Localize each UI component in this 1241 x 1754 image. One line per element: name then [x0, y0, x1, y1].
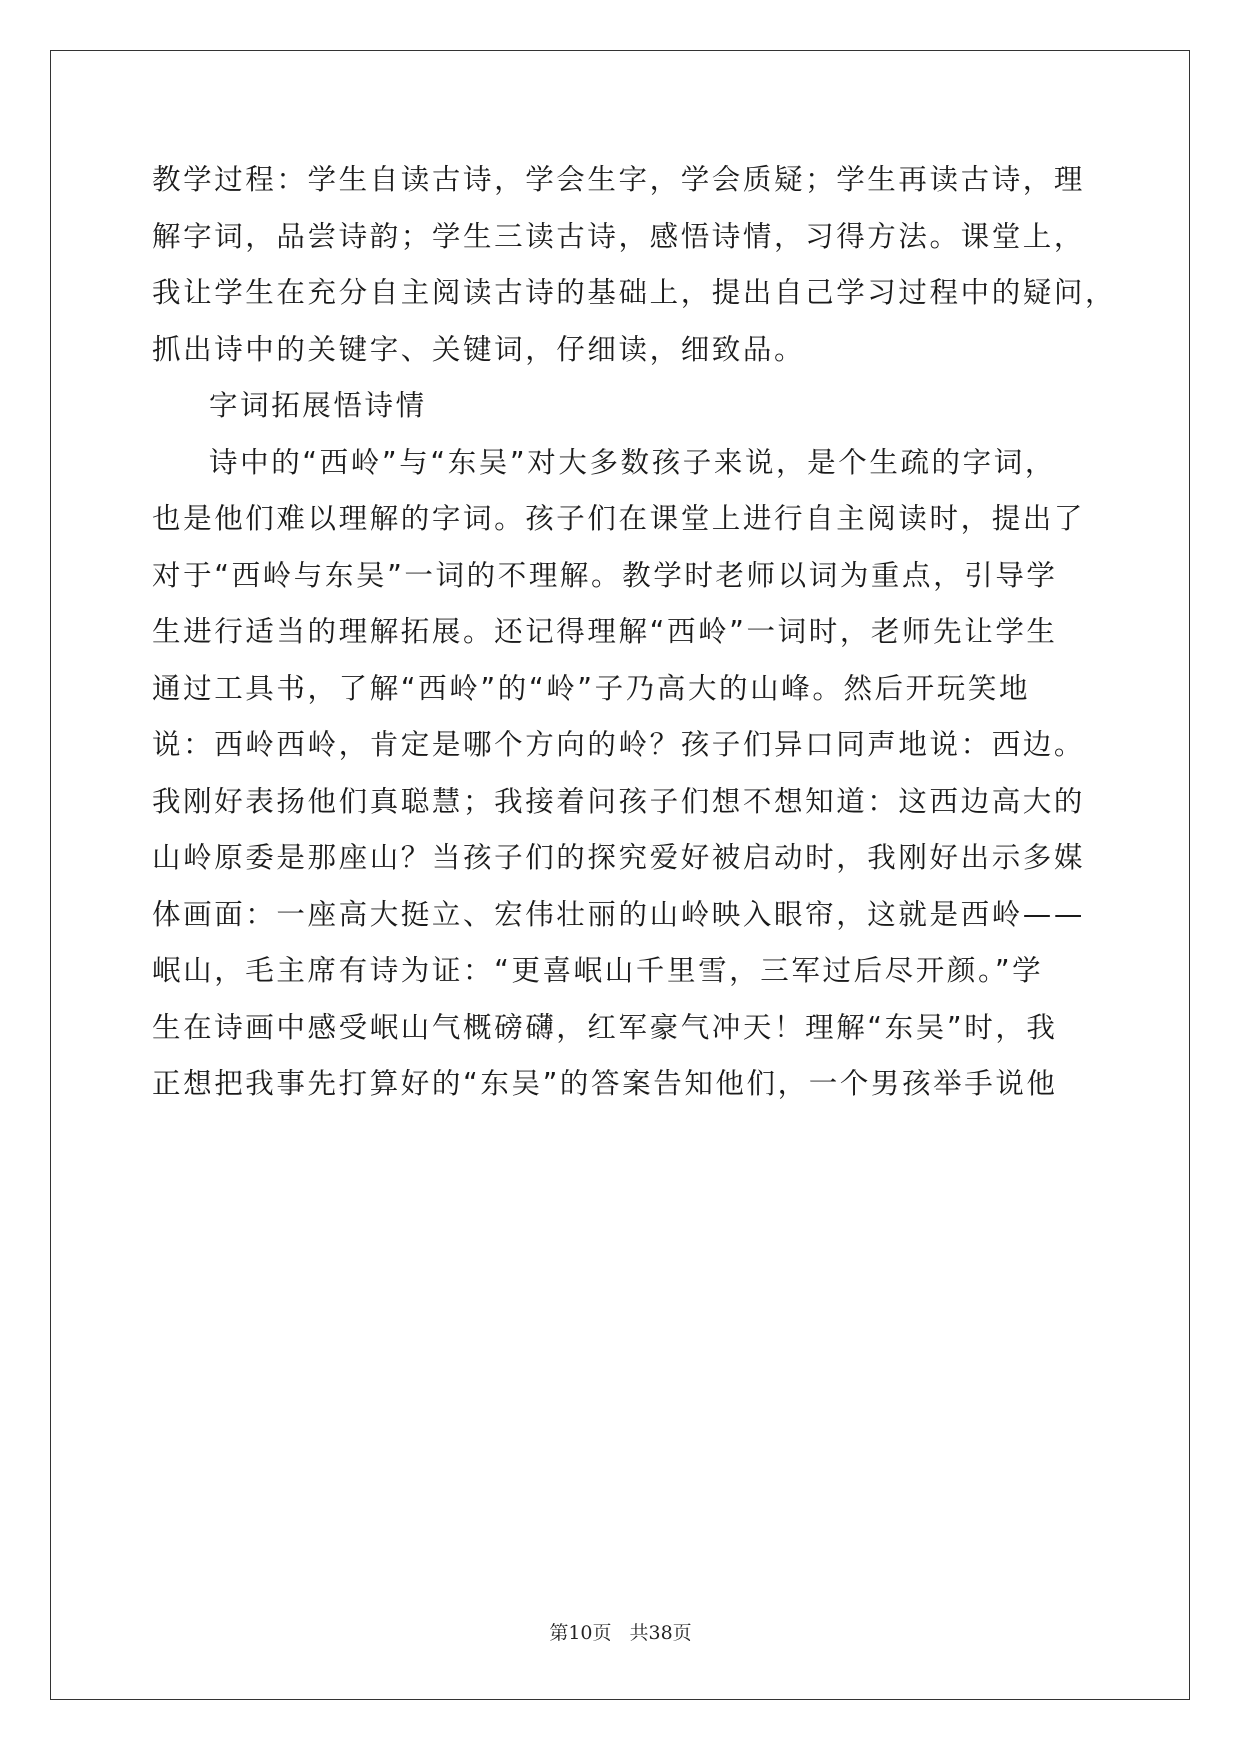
text-line: 生在诗画中感受岷山气概磅礴，红军豪气冲天！理解“东吴”时，我 [152, 1011, 1058, 1044]
text-line: 生进行适当的理解拓展。还记得理解“西岭”一词时，老师先让学生 [152, 615, 1058, 648]
text-line: 也是他们难以理解的字词。孩子们在课堂上进行自主阅读时，提出了 [152, 502, 1086, 535]
text-line: 解字词，品尝诗韵；学生三读古诗，感悟诗情，习得方法。课堂上， [152, 220, 1086, 253]
text-line: 教学过程：学生自读古诗，学会生字，学会质疑；学生再读古诗，理 [152, 163, 1086, 196]
text-line: 山岭原委是那座山？当孩子们的探究爱好被启动时，我刚好出示多媒 [152, 841, 1086, 874]
text-line: 说：西岭西岭，肯定是哪个方向的岭？孩子们异口同声地说：西边。 [152, 728, 1086, 761]
text-line: 体画面：一座高大挺立、宏伟壮丽的山岭映入眼帘，这就是西岭—— [152, 898, 1086, 931]
text-line: 对于“西岭与东吴”一词的不理解。教学时老师以词为重点，引导学 [152, 559, 1058, 592]
page-total: 共38页 [629, 1622, 692, 1644]
text-line: 正想把我事先打算好的“东吴”的答案告知他们，一个男孩举手说他 [152, 1067, 1058, 1100]
text-line: 我刚好表扬他们真聪慧；我接着问孩子们想不想知道：这西边高大的 [152, 785, 1086, 818]
section-heading: 字词拓展悟诗情 [209, 389, 427, 422]
page-number: 第10页 [549, 1622, 612, 1644]
text-line: 我让学生在充分自主阅读古诗的基础上，提出自己学习过程中的疑问， [152, 276, 1117, 309]
page-footer [0, 1618, 1241, 1645]
text-line: 抓出诗中的关键字、关键词，仔细读，细致品。 [152, 333, 806, 366]
text-line: 岷山，毛主席有诗为证：“更喜岷山千里雪，三军过后尽开颜。”学 [152, 954, 1044, 987]
text-line: 通过工具书，了解“西岭”的“岭”子乃高大的山峰。然后开玩笑地 [152, 672, 1031, 705]
text-line: 诗中的“西岭”与“东吴”对大多数孩子来说，是个生疏的字词， [209, 446, 1056, 479]
